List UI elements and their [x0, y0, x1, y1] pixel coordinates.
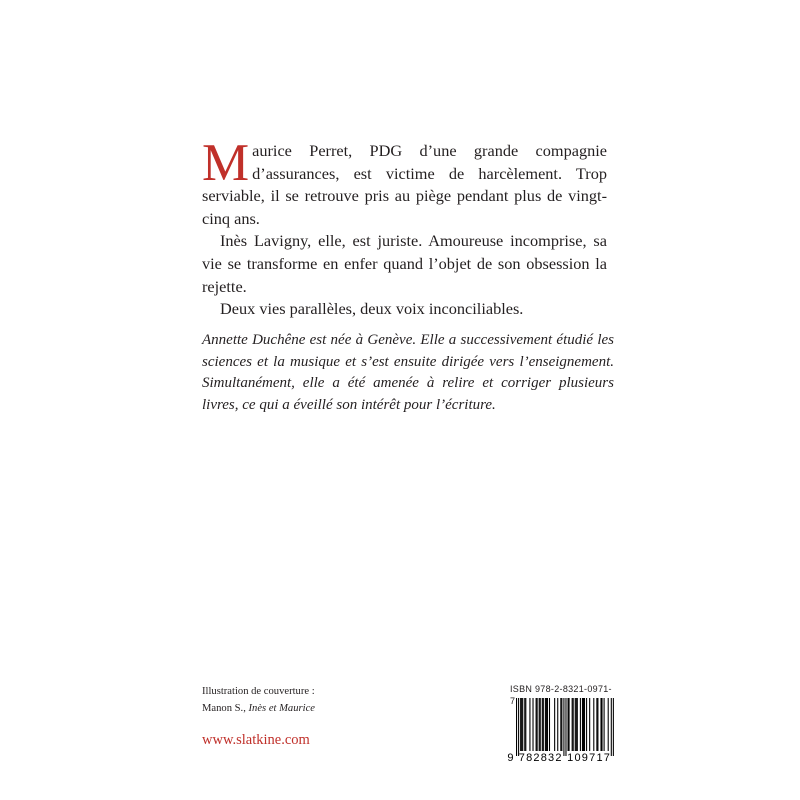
barcode-bar: [560, 698, 561, 751]
barcode-bar: [589, 698, 590, 751]
barcode-digits: 109717: [567, 752, 612, 763]
barcode-bar: [563, 698, 564, 756]
barcode-bar: [537, 698, 538, 751]
barcode-bar: [568, 698, 569, 751]
barcode-bar: [580, 698, 581, 751]
barcode-bar: [613, 698, 614, 756]
barcode-bar: [520, 698, 521, 751]
barcode-bar: [601, 698, 602, 751]
synopsis-paragraph-2: Inès Lavigny, elle, est juriste. Amoureuse incomprise, sa vie se transforme en enfer quand l’objet de son obsession la rejette.: [202, 231, 607, 296]
drop-cap: M: [202, 134, 250, 192]
barcode-bar: [596, 698, 597, 751]
credit-line: [202, 700, 422, 717]
barcode-bar: [540, 698, 541, 751]
barcode-bar: [516, 698, 517, 756]
credit-artist: Manon S.,: [202, 703, 246, 714]
barcode-bar: [604, 698, 605, 751]
barcode-digits: 9: [507, 752, 515, 763]
barcode-bar: [518, 698, 519, 756]
credit-label: Illustration de couverture :: [202, 686, 315, 697]
barcode-bar: [542, 698, 543, 751]
isbn-label: ISBN 978-2-8321-0971-7: [510, 684, 612, 706]
barcode-bar: [554, 698, 555, 751]
barcode-bar: [608, 698, 609, 751]
barcode-bar: [593, 698, 594, 751]
barcode-bar: [565, 698, 566, 756]
isbn-barcode: [506, 697, 618, 763]
barcode-bar: [576, 698, 577, 751]
barcode-bar: [543, 698, 544, 751]
synopsis-paragraph-1-text: aurice Perret, PDG d’une grande compagnie d’assurances, est victime de harcèlement. Trop serviable, il se retrouve pris au piège pendant plus de vingt-cinq ans.: [202, 141, 607, 228]
barcode-bar: [586, 698, 587, 751]
barcode-bar: [597, 698, 598, 751]
barcode-bar: [532, 698, 533, 751]
barcode-bar: [546, 698, 547, 751]
barcode-bar: [600, 698, 601, 751]
barcode-digits: 782832: [518, 752, 563, 763]
barcode-bar: [545, 698, 546, 751]
barcode-bar: [569, 698, 570, 751]
barcode-bar: [573, 698, 574, 751]
barcode-bar: [561, 698, 562, 751]
barcode-bar: [529, 698, 530, 751]
barcode-graphic: [506, 697, 618, 763]
synopsis-paragraph-3: Deux vies parallèles, deux voix inconciliables.: [220, 299, 524, 319]
barcode-bar: [577, 698, 578, 751]
barcode-bar: [521, 698, 522, 751]
barcode-bar: [582, 698, 583, 751]
barcode-bar: [611, 698, 612, 756]
cover-illustration-credit: [202, 683, 422, 717]
publisher-website[interactable]: www.slatkine.com: [202, 732, 310, 748]
barcode-bar: [525, 698, 526, 751]
barcode-bar: [584, 698, 585, 751]
barcode-bar: [572, 698, 573, 751]
barcode-bar: [524, 698, 525, 751]
barcode-bar: [522, 698, 523, 751]
synopsis-paragraph-1: [202, 134, 607, 230]
barcode-bar: [583, 698, 584, 751]
credit-title: Inès et Maurice: [248, 703, 315, 714]
barcode-bar: [547, 698, 548, 751]
barcode-bar: [557, 698, 558, 751]
barcode-bar: [536, 698, 537, 751]
barcode-bar: [549, 698, 550, 751]
author-biography: Annette Duchêne est née à Genève. Elle a successivement étudié les sciences et la musique et s’est ensuite dirigée vers l’enseignement. Simultanément, elle a été amenée à relire et corriger plusieurs livres, ce qui a éveillé son intérêt pour l’écriture.: [202, 332, 614, 413]
synopsis: [202, 134, 607, 321]
barcode-bar: [575, 698, 576, 751]
barcode-bar: [539, 698, 540, 751]
